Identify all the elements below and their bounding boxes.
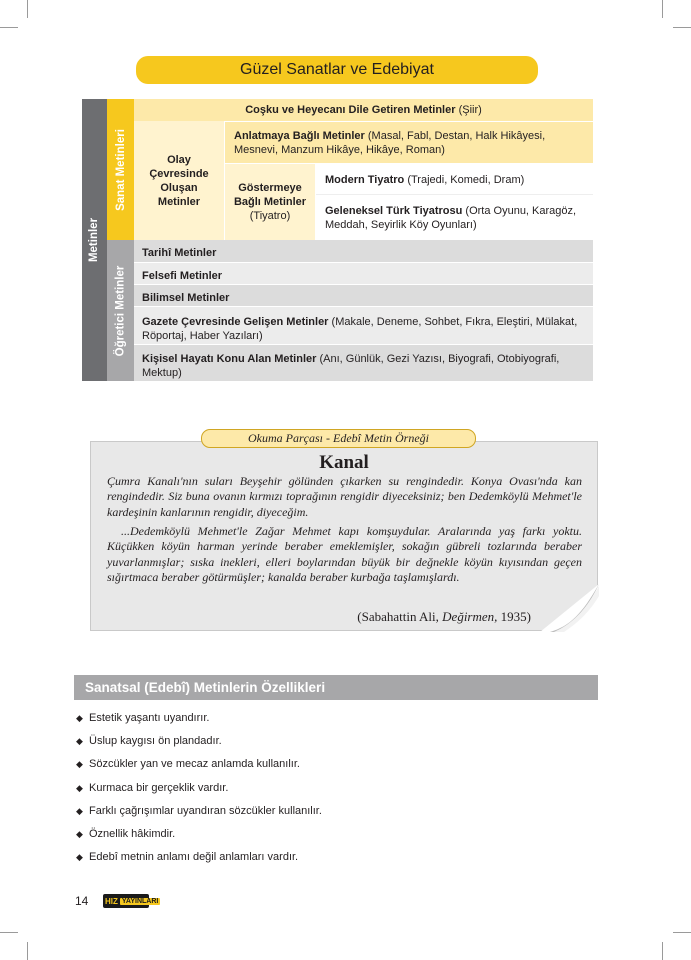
event-based-texts-cell: Olay Çevresinde Oluşan Metinler bbox=[134, 121, 225, 240]
features-heading: Sanatsal (Edebî) Metinlerin Özellikleri bbox=[74, 675, 598, 700]
list-item: ◆ Edebî metnin anlamı değil anlamları vardır. bbox=[76, 851, 299, 864]
crop-mark bbox=[662, 942, 663, 960]
features-list bbox=[76, 711, 322, 873]
crop-mark bbox=[27, 0, 28, 18]
list-item: ◆ Estetik yaşantı uyandırır. bbox=[76, 712, 210, 724]
art-texts-label: Sanat Metinleri bbox=[107, 99, 134, 240]
page-number: 14 bbox=[75, 894, 89, 908]
list-item: ◆ Üslup kaygısı ön plandadır. bbox=[76, 735, 222, 748]
diamond-bullet-icon: ◆ bbox=[76, 782, 83, 793]
diamond-bullet-icon: ◆ bbox=[76, 828, 83, 839]
didactic-row: Gazete Çevresinde Gelişen Metinler (Makale, Deneme, Sohbet, Fıkra, Eleştiri, Mülakat, Röportaj, Haber Yazıları) bbox=[134, 306, 593, 344]
didactic-row: Kişisel Hayatı Konu Alan Metinler (Anı, Günlük, Gezi Yazısı, Biyografi, Otobiyografi, Mektup) bbox=[134, 344, 593, 381]
list-item: ◆ Öznellik hâkimdir. bbox=[76, 827, 176, 840]
reading-passage-title: Kanal bbox=[319, 452, 369, 473]
crop-mark bbox=[662, 0, 663, 18]
diamond-bullet-icon: ◆ bbox=[76, 713, 83, 723]
reading-paragraph-1: Çumra Kanalı'nın suları Beyşehir gölünden çıkarken su rengindedir. Konya Ovası'nda kan rengindedir. Siz buna ovanın kırmızı toprağının rengidir diyeceksiniz; ben Dedemköylü Mehmet'le kardeşinin kanlarının rengidir, diyeceğim. bbox=[107, 474, 582, 519]
didactic-row: Bilimsel Metinler bbox=[134, 284, 593, 306]
page-title: Güzel Sanatlar ve Edebiyat bbox=[136, 56, 538, 84]
publisher-logo: HIZ YAYINLARI bbox=[103, 894, 149, 908]
crop-mark bbox=[0, 27, 18, 28]
crop-mark bbox=[673, 932, 691, 933]
reading-paragraph-2: ...Dedemköylü Mehmet'le Zağar Mehmet kapı komşuydular. Aralarında yaş farkı yoktu. Küçükken köyün harman yerinde beraber emeklemişler, sokağın gübreli tozlarında beraber yuvarlanmışlar; sıska inekleri, elleri boylarından büyük bir değnekle köyün kıyısından geçen sığırtmaca beraber götürmüşler; kanalda beraber kurbağa taşlamışlardı. bbox=[107, 524, 582, 585]
page-curl-icon bbox=[540, 584, 599, 632]
diamond-bullet-icon: ◆ bbox=[76, 759, 83, 770]
narrative-texts-row: Anlatmaya Bağlı Metinler (Masal, Fabl, Destan, Halk Hikâyesi, Mesnevi, Manzum Hikâye, Hikâye, Roman) bbox=[225, 121, 593, 163]
metinler-label: Metinler bbox=[82, 99, 107, 381]
stage-texts-cell: Göstermeye Bağlı Metinler (Tiyatro) bbox=[225, 163, 316, 240]
reading-source: (Sabahattin Ali, Değirmen, 1935) bbox=[357, 609, 531, 624]
didactic-texts-label: Öğretici Metinler bbox=[107, 240, 134, 381]
poetry-row: Coşku ve Heyecanı Dile Getiren Metinler (Şiir) bbox=[134, 99, 593, 121]
text-classification-table bbox=[82, 99, 593, 381]
crop-mark bbox=[673, 27, 691, 28]
list-item: ◆ Farklı çağrışımlar uyandıran sözcükler kullanılır. bbox=[76, 804, 322, 817]
diamond-bullet-icon: ◆ bbox=[76, 805, 83, 816]
list-item: ◆ Sözcükler yan ve mecaz anlamda kullanılır. bbox=[76, 758, 300, 771]
modern-theatre-row: Modern Tiyatro (Trajedi, Komedi, Dram) bbox=[316, 163, 593, 194]
didactic-row: Tarihî Metinler bbox=[134, 240, 593, 262]
diamond-bullet-icon: ◆ bbox=[76, 736, 83, 747]
didactic-row: Felsefi Metinler bbox=[134, 262, 593, 284]
list-item: ◆ Kurmaca bir gerçeklik vardır. bbox=[76, 781, 229, 794]
diamond-bullet-icon: ◆ bbox=[76, 852, 83, 863]
crop-mark bbox=[27, 942, 28, 960]
traditional-theatre-row: Geleneksel Türk Tiyatrosu (Orta Oyunu, Karagöz, Meddah, Seyirlik Köy Oyunları) bbox=[316, 194, 593, 240]
crop-mark bbox=[0, 932, 18, 933]
reading-passage-tag: Okuma Parçası - Edebî Metin Örneği bbox=[201, 429, 476, 448]
